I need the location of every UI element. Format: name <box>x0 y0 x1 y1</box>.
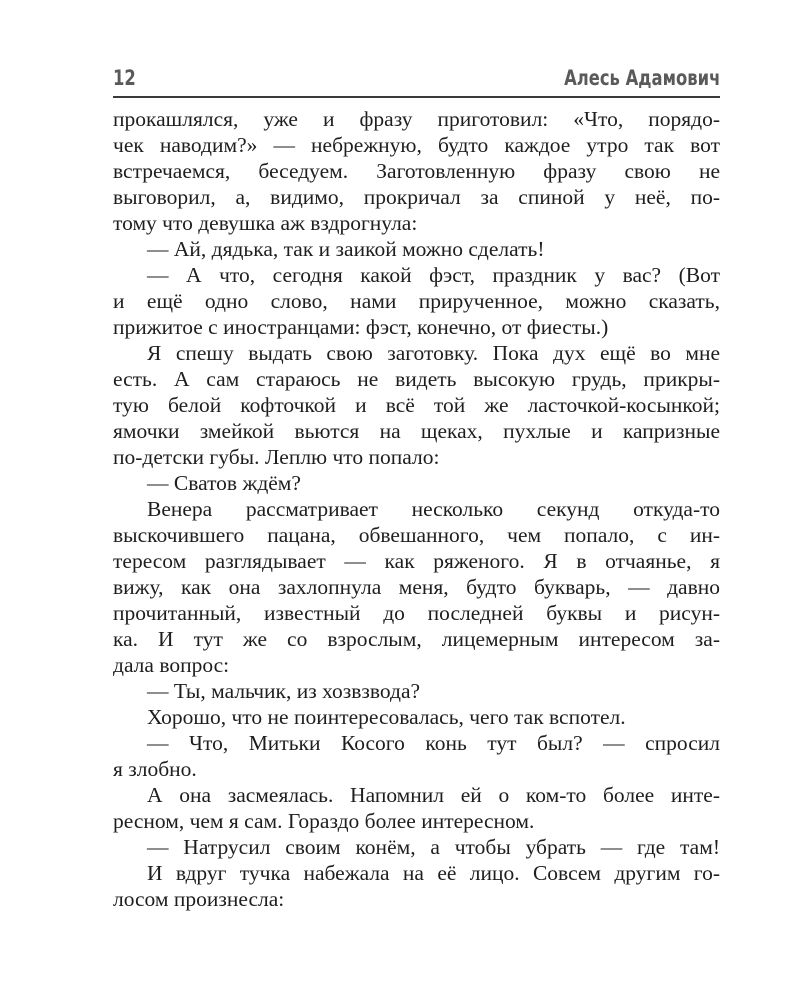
text-line: — Натрусил своим конём, а чтобы убрать — где там! <box>147 835 720 859</box>
text-line: тому что девушка аж вздрогнула: <box>113 211 418 235</box>
text-line: Я спешу выдать свою заготовку. Пока дух ещё во мне <box>147 341 720 365</box>
text-line: выскочившего пацана, обвешанного, чем попало, с ин- <box>113 523 720 547</box>
text-line: — Что, Митьки Косого конь тут был? — спросил <box>147 731 720 755</box>
text-line: тересом разглядывает — как ряженого. Я в отчаянье, я <box>113 549 720 573</box>
text-line: тую белой кофточкой и всё той же ласточкой-косынкой; <box>113 393 720 417</box>
text-line: я злобно. <box>113 757 197 781</box>
text-line: прочитанный, известный до последней буквы и рисун- <box>113 601 720 625</box>
page-number: 12 <box>113 66 136 90</box>
text-line: и ещё одно слово, нами прирученное, можно сказать, <box>113 289 720 313</box>
text-line: — А что, сегодня какой фэст, праздник у вас? (Вот <box>147 263 720 287</box>
running-head-author: Алесь Адамович <box>563 66 720 90</box>
text-line: И вдруг тучка набежала на её лицо. Совсем другим го- <box>147 861 720 885</box>
text-line: встречаемся, беседуем. Заготовленную фразу свою не <box>113 159 720 183</box>
text-line: — Сватов ждём? <box>147 471 301 495</box>
body-text <box>113 106 720 912</box>
text-line: А она засмеялась. Напомнил ей о ком-то более инте- <box>147 783 720 807</box>
text-line: вижу, как она захлопнула меня, будто букварь, — давно <box>113 575 720 599</box>
page-header <box>113 64 720 98</box>
text-line: есть. А сам стараюсь не видеть высокую грудь, прикры- <box>113 367 720 391</box>
text-line: Хорошо, что не поинтересовалась, чего так вспотел. <box>147 705 626 729</box>
text-line: выговорил, а, видимо, прокричал за спиной у неё, по- <box>113 185 720 209</box>
text-line: ка. И тут же со взрослым, лицемерным интересом за- <box>113 627 720 651</box>
text-line: — Ты, мальчик, из хозвзвода? <box>147 679 421 703</box>
text-line: ямочки змейкой вьются на щеках, пухлые и капризные <box>113 419 720 443</box>
text-line: дала вопрос: <box>113 653 230 677</box>
text-line: по-детски губы. Леплю что попало: <box>113 445 440 469</box>
text-line: — Ай, дядька, так и заикой можно сделать! <box>147 237 545 261</box>
text-line: ресном, чем я сам. Гораздо более интересном. <box>113 809 535 833</box>
text-line: Венера рассматривает несколько секунд откуда-то <box>147 497 720 521</box>
text-line: лосом произнесла: <box>113 887 285 911</box>
text-line: прокашлялся, уже и фразу приготовил: «Что, порядо- <box>113 107 720 131</box>
text-line: прижитое с иностранцами: фэст, конечно, от фиесты.) <box>113 315 609 339</box>
text-line: чек наводим?» — небрежную, будто каждое утро так вот <box>113 133 720 157</box>
